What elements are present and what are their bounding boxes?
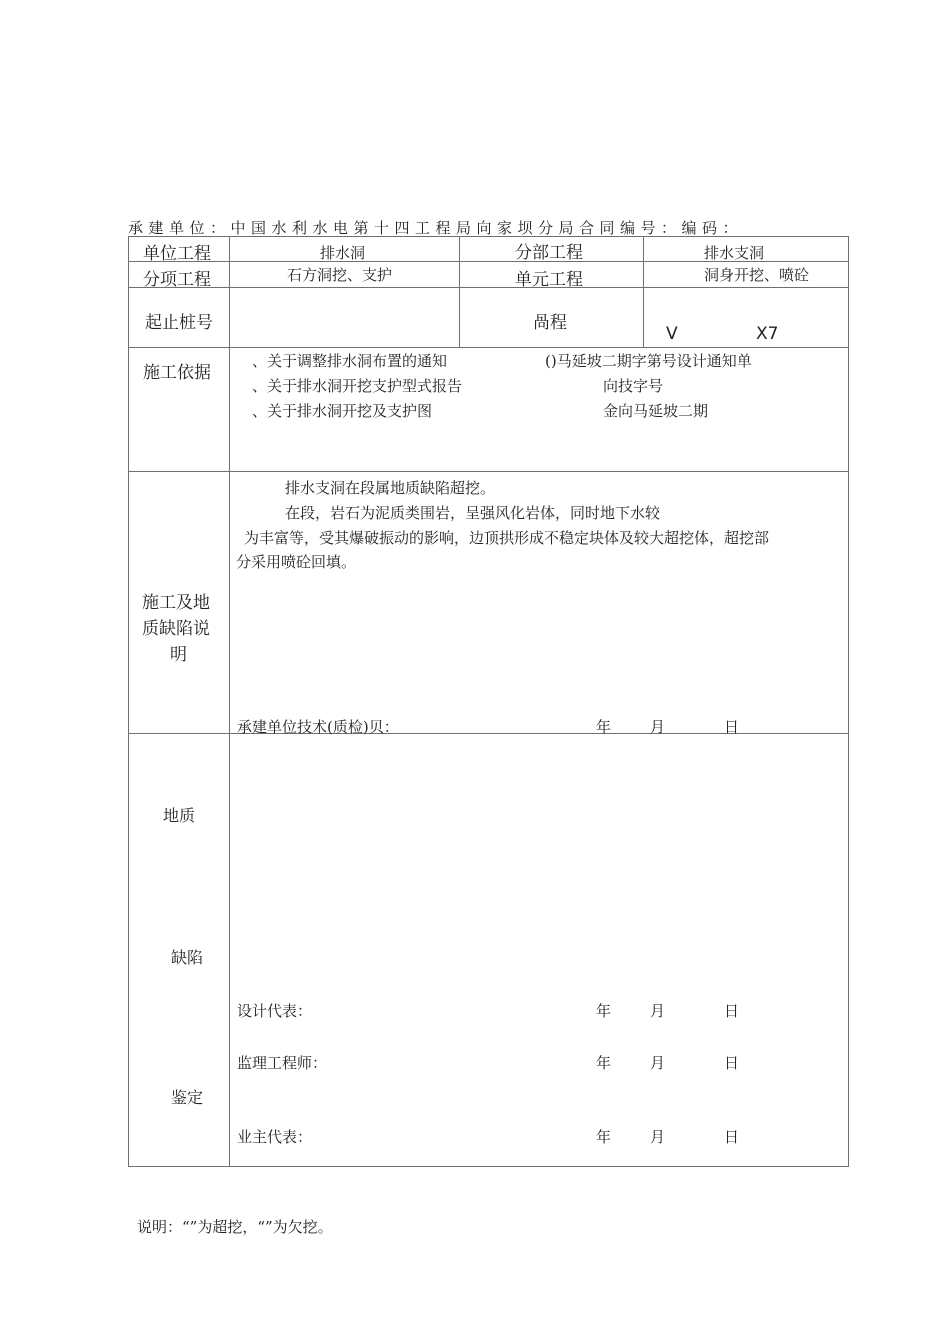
design-rep-label: 设计代表： [237, 1002, 313, 1020]
basis-content-cell [230, 348, 849, 472]
supervisor-month: 月 [650, 1054, 666, 1072]
elevation-value-cell [644, 288, 849, 348]
row-basis [129, 348, 849, 472]
station-label-cell [129, 288, 230, 348]
subitem-label-cell [129, 262, 230, 288]
description-content-cell [230, 472, 849, 734]
unit-project-value-cell [230, 237, 460, 262]
element-label: 单元工程 [515, 270, 583, 290]
description-label-line-3: 明 [170, 645, 187, 665]
description-para-2-line-3: 分采用喷砼回填。 [236, 553, 357, 571]
element-label-cell [460, 262, 644, 288]
elevation-label-cell [460, 288, 644, 348]
supervisor-year: 年 [596, 1054, 612, 1072]
row-station [129, 288, 849, 348]
row-description [129, 472, 849, 734]
basis-label: 施工依据 [143, 363, 211, 383]
description-para-1: 排水支洞在段属地质缺陷超挖。 [285, 479, 496, 497]
element-value: 洞身开挖、喷砼 [704, 266, 810, 284]
elevation-v: V [666, 324, 678, 344]
header-line: 承建单位：中国水利水电第十四工程局向家坝分局合同编号：编码： [128, 219, 744, 237]
basis-label-cell [129, 348, 230, 472]
unit-project-label [129, 237, 230, 262]
row-unit-project [129, 237, 849, 262]
appraisal-label-1: 地质 [163, 806, 196, 825]
elevation-x7: X7 [756, 324, 779, 344]
division-value: 排水支洞 [704, 244, 765, 262]
footer-note: 说明：“”为超挖，“”为欠挖。 [137, 1218, 333, 1236]
basis-item-1-right: ()马延坡二期字第号设计通知单 [545, 352, 752, 370]
division-label: 分部工程 [515, 243, 583, 263]
appraisal-label-3: 鉴定 [171, 1088, 204, 1107]
supervisor-day: 日 [724, 1054, 740, 1072]
unit-project-label-text: 单位工程 [143, 244, 211, 264]
design-rep-year: 年 [596, 1002, 612, 1020]
element-value-cell [644, 262, 849, 288]
description-label-line-2: 质缺陷说 [142, 619, 210, 639]
owner-rep-year: 年 [596, 1128, 612, 1146]
unit-project-value: 排水洞 [320, 244, 366, 262]
design-rep-month: 月 [650, 1002, 666, 1020]
description-label-cell [129, 472, 230, 734]
row-subitem [129, 262, 849, 288]
basis-item-1-left: 、关于调整排水洞布置的通知 [252, 352, 448, 370]
defect-form-table [128, 236, 849, 1167]
basis-item-2-right: 向技字号 [603, 377, 664, 395]
appraisal-content-cell [230, 734, 849, 1167]
contractor-year: 年 [596, 718, 612, 736]
owner-rep-label: 业主代表： [237, 1128, 313, 1146]
division-label-cell [460, 237, 644, 262]
supervisor-label: 监理工程师： [237, 1054, 328, 1072]
contractor-day: 日 [724, 718, 740, 736]
description-para-2-line-1: 在段，岩石为泥质类围岩，呈强风化岩体，同时地下水较 [285, 504, 661, 522]
subitem-label: 分项工程 [143, 270, 211, 290]
contractor-month: 月 [650, 718, 666, 736]
basis-item-2-left: 、关于排水洞开挖支护型式报告 [252, 377, 463, 395]
owner-rep-month: 月 [650, 1128, 666, 1146]
appraisal-label-cell [129, 734, 230, 1167]
row-appraisal [129, 734, 849, 1167]
description-label-line-1: 施工及地 [142, 593, 210, 613]
contractor-signature-label: 承建单位技术(质检)贝： [237, 718, 399, 736]
design-rep-day: 日 [724, 1002, 740, 1020]
subitem-value-cell [230, 262, 460, 288]
appraisal-label-2: 缺陷 [171, 948, 204, 967]
elevation-label: 咼程 [533, 313, 567, 333]
basis-item-3-right: 金向马延坡二期 [603, 402, 709, 420]
owner-rep-day: 日 [724, 1128, 740, 1146]
description-para-2-line-2: 为丰富等，受其爆破振动的影响，边顶拱形成不稳定块体及较大超挖体，超挖部 [244, 529, 770, 547]
station-value-cell [230, 288, 460, 348]
division-value-cell [644, 237, 849, 262]
station-label: 起止桩号 [145, 313, 213, 333]
subitem-value: 石方洞挖、支护 [287, 266, 393, 284]
basis-item-3-left: 、关于排水洞开挖及支护图 [252, 402, 433, 420]
